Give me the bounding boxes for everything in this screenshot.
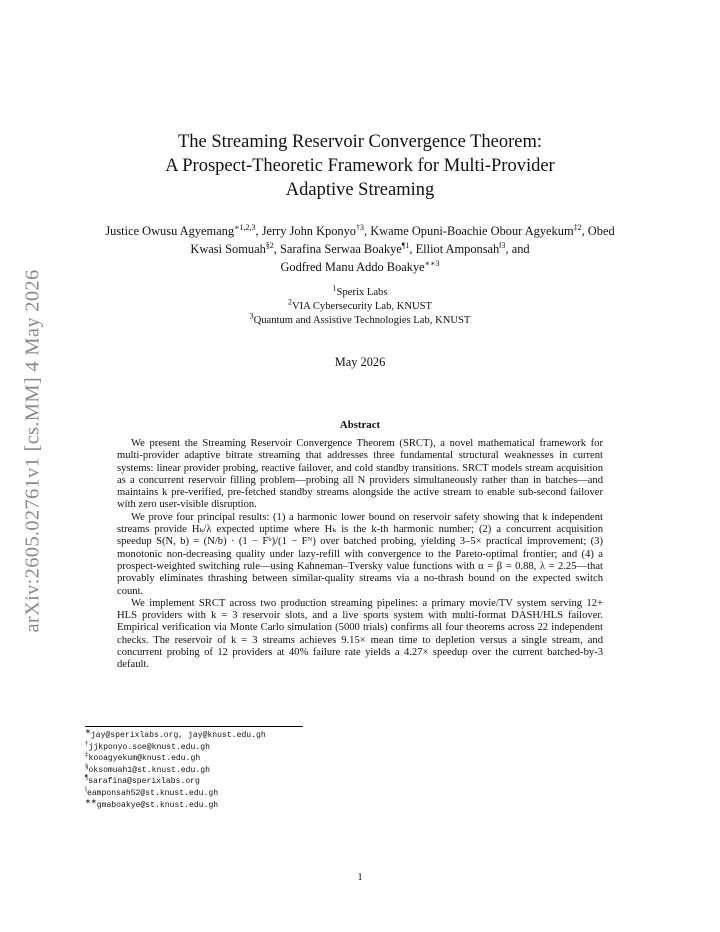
author-list bbox=[88, 222, 632, 276]
author-name: Kwame Opuni-Boachie Obour Agyekum bbox=[370, 224, 574, 238]
affiliations bbox=[0, 283, 720, 327]
abstract-body bbox=[117, 438, 603, 672]
footnote-email[interactable]: jjkponyo.soe@knust.edu.gh bbox=[88, 742, 210, 752]
abstract-paragraph: We implement SRCT across two production streaming pipelines: a primary movie/TV system serving 12+ HLS providers with k = 3 reservoir slots, and a live sports system with multi-format DASH/HLS failover. Empirical verification via Monte Carlo simulation (5000 trials) confirms all four theorems across 22 independent checks. The reservoir of k = 3 streams achieves 9.15× mean time to depletion versus a single stream, and concurrent probing of 12 providers at 40% failure rate yields a 4.27× speedup over the current batched-by-3 default. bbox=[117, 597, 603, 671]
abstract-paragraph: We present the Streaming Reservoir Convergence Theorem (SRCT), a novel mathematical framework for multi-provider adaptive bitrate streaming that addresses three fundamental structural weaknesses in current systems: linear provider probing, reactive failover, and cold standby transitions. SRCT models stream acquisition as a concurrent reservoir filling problem—probing all N providers simultaneously rather than in batches—and maintains k pre-verified, pre-fetched standby streams alongside the active stream to enable sub-second failover with zero user-visible disruption. bbox=[117, 438, 603, 511]
author-separator: , and bbox=[505, 242, 530, 256]
affiliation-mark: 3 bbox=[249, 311, 254, 321]
abstract-heading: Abstract bbox=[339, 419, 381, 431]
footnote-mark: ∗∗ bbox=[85, 796, 97, 805]
footnote-mark: ¶ bbox=[85, 773, 89, 782]
footnote bbox=[85, 773, 485, 788]
footnote bbox=[85, 750, 485, 765]
page-number: 1 bbox=[357, 872, 363, 883]
footnote-mark: ‖ bbox=[85, 785, 87, 794]
author-name: Justice Owusu Agyemang bbox=[105, 224, 235, 238]
footnote-email[interactable]: gmaboakye@st.knust.edu.gh bbox=[96, 800, 219, 810]
affiliation bbox=[0, 297, 720, 314]
footnote bbox=[85, 785, 485, 800]
title-line-1: The Streaming Reservoir Convergence Theorem: bbox=[177, 132, 543, 152]
arxiv-stamp-text: arXiv:2605.02761v1 [cs.MM] 4 May 2026 bbox=[21, 269, 44, 633]
footnote-email[interactable]: oksomuah1@st.knust.edu.gh bbox=[88, 765, 210, 775]
affiliation-text: VIA Cybersecurity Lab, KNUST bbox=[291, 300, 433, 312]
footnote-rule bbox=[85, 726, 303, 727]
author-mark: ∗1,2,3 bbox=[234, 222, 256, 232]
affiliation-mark: 2 bbox=[287, 297, 292, 307]
author-separator: , bbox=[409, 242, 416, 256]
author-mark: ‖3 bbox=[499, 240, 506, 250]
footnote bbox=[85, 727, 485, 742]
footnote bbox=[85, 738, 485, 754]
paper-title bbox=[0, 130, 720, 202]
author-name: Obed Kwasi Somuah bbox=[190, 224, 615, 256]
author-mark: ‡2 bbox=[573, 222, 582, 232]
footnote-mark: § bbox=[85, 762, 89, 771]
footnote-email[interactable]: jay@sperixlabs.org, jay@knust.edu.gh bbox=[90, 731, 266, 740]
abstract-paragraph: We prove four principal results: (1) a harmonic lower bound on reservoir safety showing that k independent streams provide Hₖ/λ expected uptime where Hₖ is the k-th harmonic number; (2) a concurrent acquisition speedup S(N, b) = (N/b) · (1 − Fᵇ)/(1 − Fᴺ) over batched probing, yielding 3–5× practical improvement; (3) monotonic non-decreasing quality under lazy-refill with convergence to the Pareto-optimal frontier; and (4) a prospect-weighted switching rule—using Kahneman–Tversky value functions with α = β = 0.88, λ = 2.25—that provably eliminates thrashing between similar-quality streams via a no-thrash bound on the expected switch count. bbox=[117, 511, 603, 597]
author-name: Elliot Amponsah bbox=[415, 242, 500, 256]
author-mark: §2 bbox=[265, 240, 274, 250]
footnotes bbox=[85, 727, 485, 811]
author-separator: , bbox=[255, 224, 262, 238]
affiliation-text: Sperix Labs bbox=[336, 287, 388, 298]
affiliation-text: Quantum and Assistive Technologies Lab, KNUST bbox=[253, 314, 471, 326]
footnote bbox=[85, 762, 485, 777]
footnote-mark: ‡ bbox=[85, 750, 89, 759]
publication-date: May 2026 bbox=[334, 355, 386, 369]
footnote bbox=[85, 796, 485, 812]
author-mark: ¶1 bbox=[401, 240, 410, 250]
footnote-email[interactable]: sarafina@sperixlabs.org bbox=[88, 777, 200, 787]
author-mark: †3 bbox=[356, 222, 365, 232]
title-line-3: Adaptive Streaming bbox=[285, 180, 435, 200]
author-separator: , bbox=[581, 224, 588, 238]
affiliation bbox=[0, 283, 720, 300]
footnote-mark: ∗ bbox=[85, 727, 91, 736]
author-name: Sarafina Serwaa Boakye bbox=[279, 242, 402, 256]
author-mark: ∗∗3 bbox=[424, 258, 440, 268]
author-name: Jerry John Kponyo bbox=[261, 224, 357, 238]
footnote-email[interactable]: kooagyekum@knust.edu.gh bbox=[88, 754, 201, 764]
footnote-email[interactable]: eamponsah52@st.knust.edu.gh bbox=[86, 788, 219, 798]
author-separator: , bbox=[364, 224, 371, 238]
author-separator: , bbox=[273, 242, 280, 256]
affiliation-mark: 1 bbox=[332, 283, 337, 293]
title-line-2: A Prospect-Theoretic Framework for Multi-Provider bbox=[165, 156, 555, 176]
author-name: Godfred Manu Addo Boakye bbox=[280, 260, 425, 274]
footnote-mark: † bbox=[85, 738, 89, 747]
affiliation bbox=[0, 311, 720, 328]
